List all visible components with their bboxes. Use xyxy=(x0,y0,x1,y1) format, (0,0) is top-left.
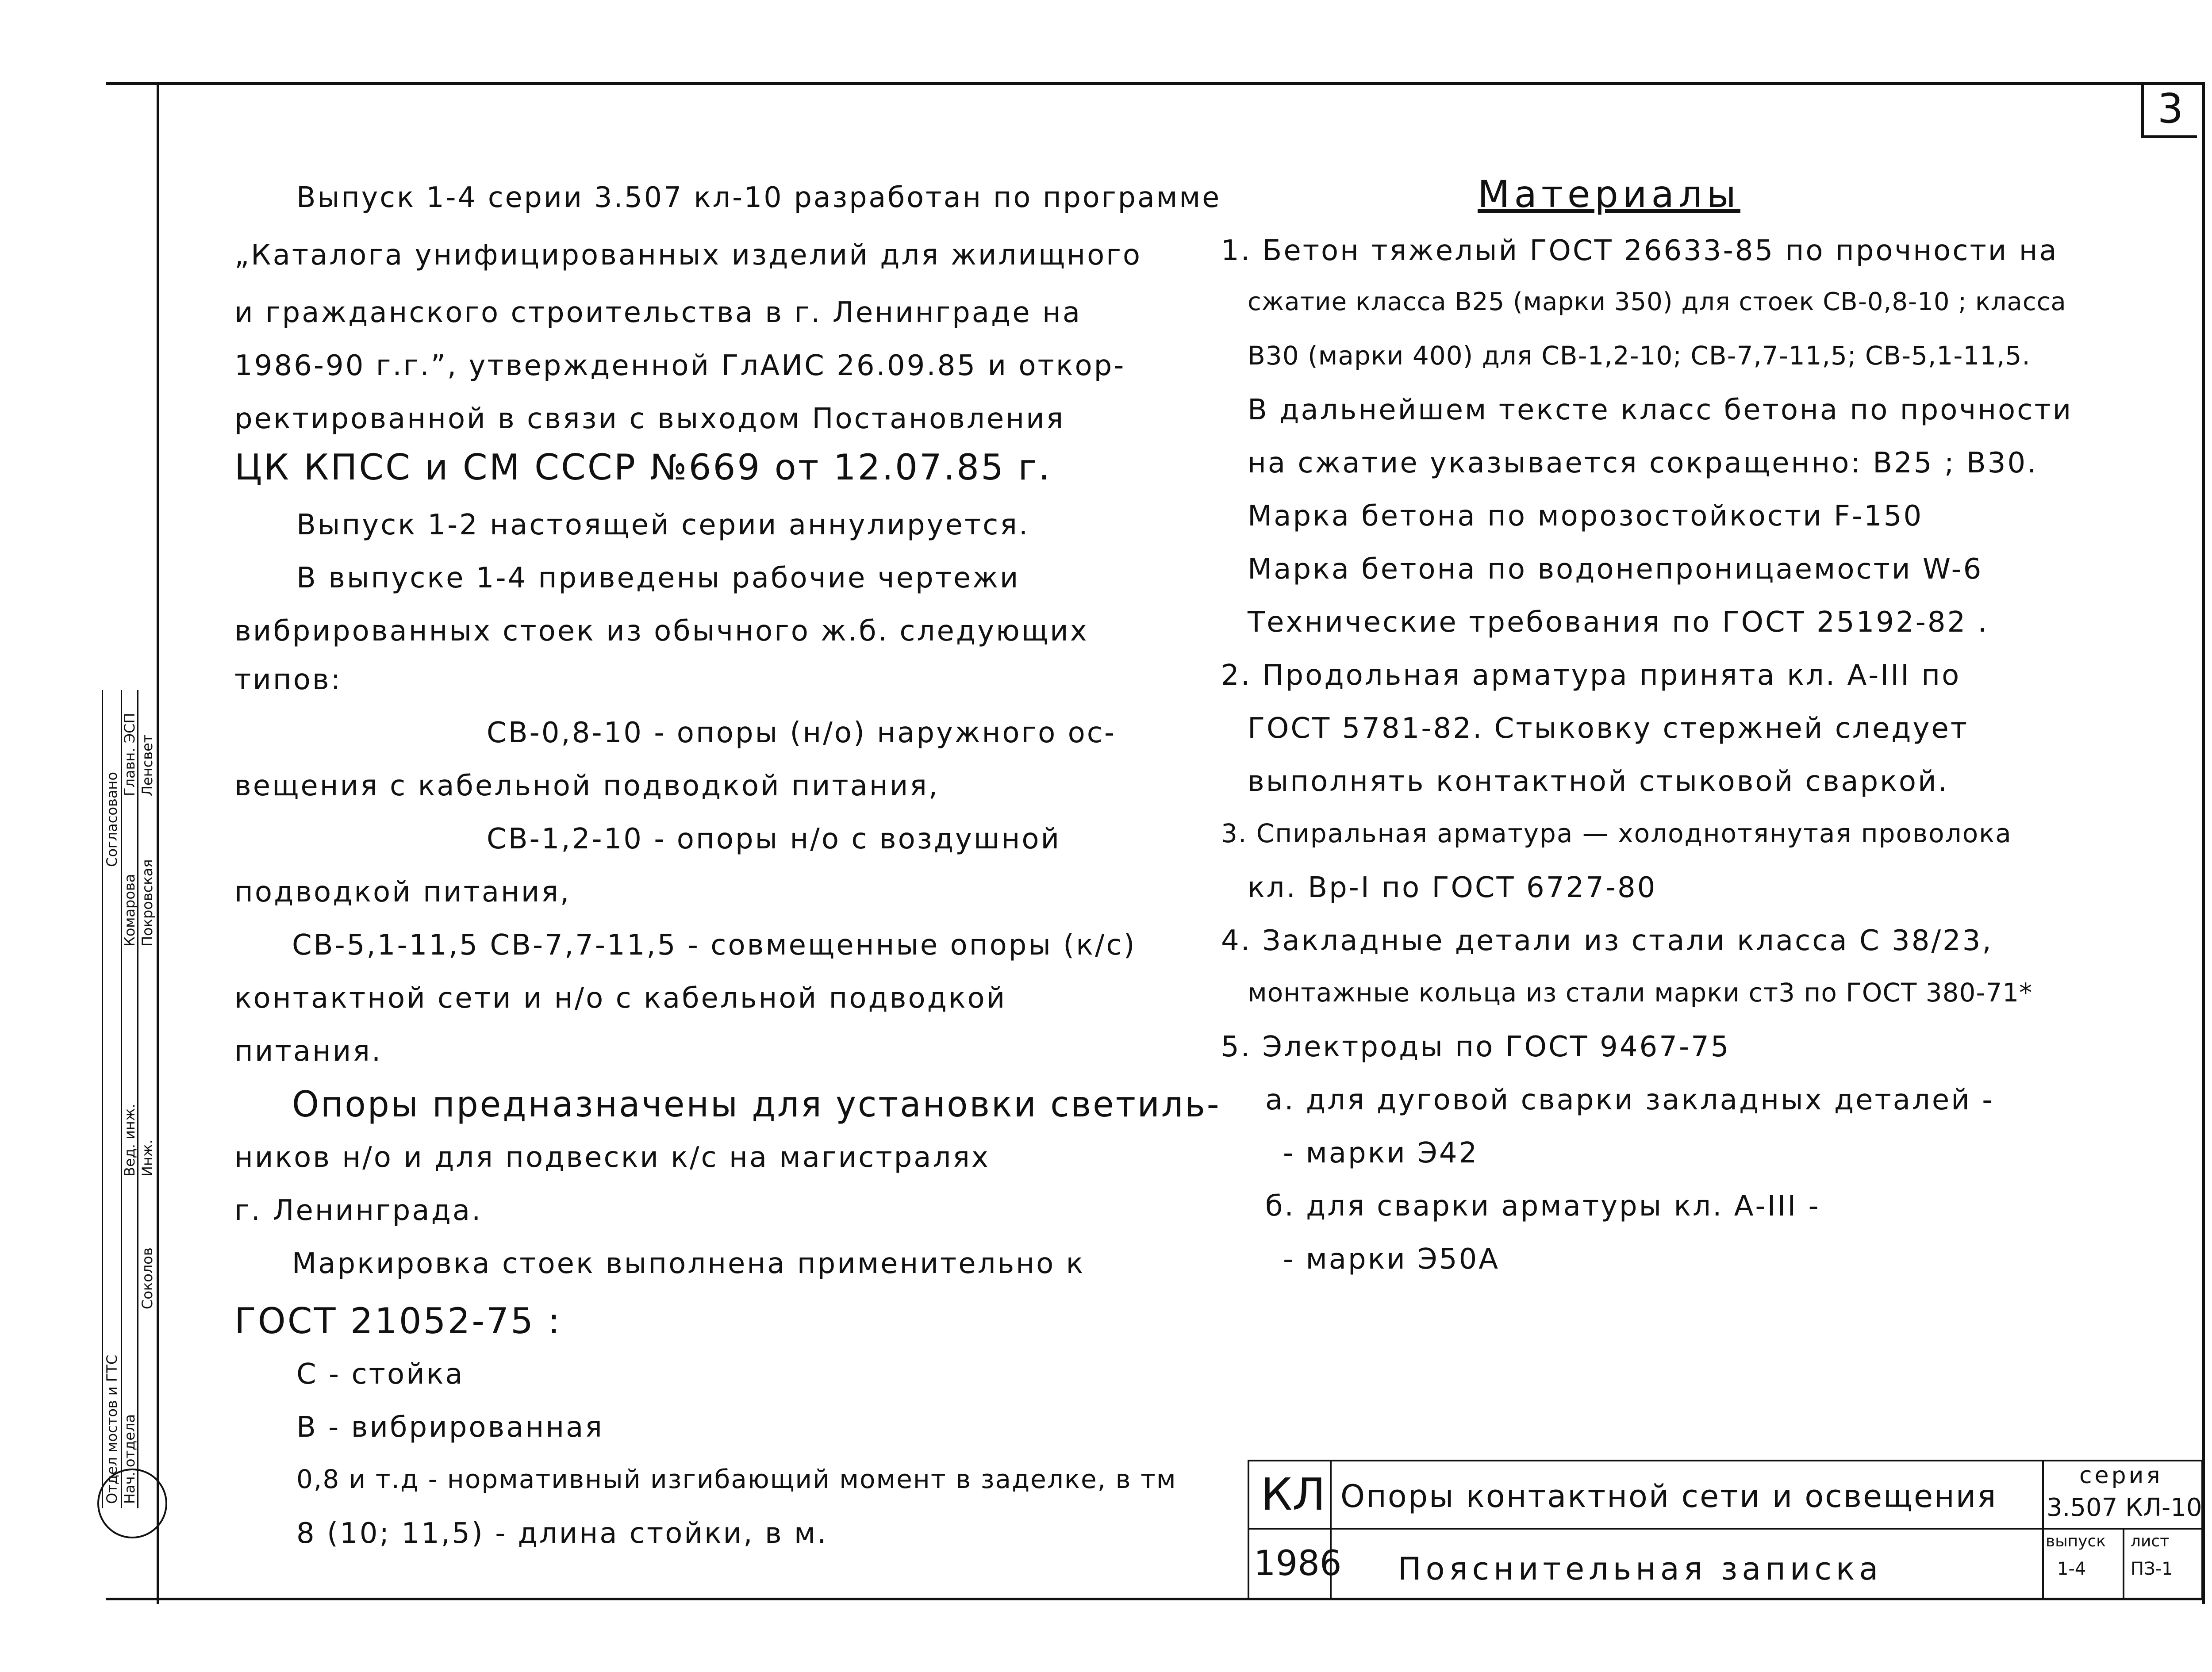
left-line-4: 1986-90 г.г.”, утвержденной ГлАИС 26.09.85 и откор- xyxy=(234,349,1126,382)
sidebar-divider xyxy=(119,690,138,1508)
left-line-16: контактной сети и н/о с кабельной подводкой xyxy=(234,982,1007,1015)
series-label: серия xyxy=(2079,1462,2163,1489)
right-line-19: б. для сварки арматуры кл. А-III - xyxy=(1265,1190,1820,1223)
left-line-7: Выпуск 1-2 настоящей серии аннулируется. xyxy=(296,509,1030,541)
left-line-9: вибрированных стоек из обычного ж.б. следующих xyxy=(234,615,1089,648)
sidebar-text: Согласовано xyxy=(104,772,120,867)
left-line-11: СВ-0,8-10 - опоры (н/о) наружного ос- xyxy=(487,717,1117,749)
right-line-12: 3. Спиральная арматура — холоднотянутая проволока xyxy=(1221,818,2012,848)
series-value: 3.507 КЛ-10 xyxy=(2047,1493,2202,1522)
year: 1986 xyxy=(1254,1544,1342,1584)
left-line-2: „Каталога унифицированных изделий для жилищного xyxy=(234,239,1142,272)
frame-right-line xyxy=(2202,82,2205,1604)
right-line-1: 1. Бетон тяжелый ГОСТ 26633-85 по прочности на xyxy=(1221,234,2058,267)
frame-top-line xyxy=(106,82,2203,85)
left-line-3: и гражданского строительства в г. Ленинграде на xyxy=(234,296,1082,329)
approval-sidebar xyxy=(102,690,159,1508)
left-line-13: СВ-1,2-10 - опоры н/о с воздушной xyxy=(487,823,1061,855)
right-line-16: 5. Электроды по ГОСТ 9467-75 xyxy=(1221,1031,1731,1063)
issue-value: 1-4 xyxy=(2057,1559,2086,1579)
right-line-18: - марки Э42 xyxy=(1283,1137,1479,1170)
sidebar-text: Главн. ЭСП xyxy=(121,713,138,796)
left-line-1: Выпуск 1-4 серии 3.507 кл-10 разработан по программе xyxy=(296,181,1221,214)
right-line-6: Марка бетона по морозостойкости F-150 xyxy=(1248,500,1924,533)
right-line-3: В30 (марки 400) для СВ-1,2-10; СВ-7,7-11,5; СВ-5,1-11,5. xyxy=(1248,341,2031,371)
right-line-10: ГОСТ 5781-82. Стыковку стержней следует xyxy=(1248,712,1969,745)
left-line-10: типов: xyxy=(234,663,342,696)
sidebar-divider xyxy=(137,690,158,1508)
right-line-7: Марка бетона по водонепроницаемости W-6 xyxy=(1248,553,1983,586)
left-line-25: 0,8 и т.д - нормативный изгибающий момент в заделке, в тм xyxy=(296,1464,1177,1494)
left-line-17: питания. xyxy=(234,1035,383,1068)
sidebar-text: Ленсвет xyxy=(139,734,156,796)
right-line-17: а. для дуговой сварки закладных деталей - xyxy=(1265,1084,1994,1116)
right-line-11: выполнять контактной стыковой сваркой. xyxy=(1248,765,1949,798)
right-line-5: на сжатие указывается сокращенно: В25 ; В30. xyxy=(1248,447,2038,479)
page-number: 3 xyxy=(2141,82,2197,138)
right-line-9: 2. Продольная арматура принята кл. А-III по xyxy=(1221,659,1961,692)
materials-heading: Материалы xyxy=(1478,173,1740,216)
sidebar-text: Вед. инж. xyxy=(121,1104,138,1177)
org-code: КЛ xyxy=(1261,1469,1326,1520)
right-line-4: В дальнейшем тексте класс бетона по прочности xyxy=(1248,394,2073,426)
sidebar-text: Покровская xyxy=(139,859,156,947)
right-line-20: - марки Э50А xyxy=(1283,1243,1500,1276)
sidebar-text: Нач. отдела xyxy=(121,1414,138,1504)
left-line-26: 8 (10; 11,5) - длина стойки, в м. xyxy=(296,1517,828,1550)
title-block xyxy=(1248,1460,2203,1599)
issue-label: выпуск xyxy=(2046,1532,2106,1550)
right-line-15: монтажные кольца из стали марки ст3 по ГОСТ 380-71* xyxy=(1248,978,2033,1008)
left-line-15: СВ-5,1-11,5 СВ-7,7-11,5 - совмещенные опоры (к/с) xyxy=(292,929,1137,962)
sidebar-text: Инж. xyxy=(139,1139,156,1177)
left-line-14: подводкой питания, xyxy=(234,876,571,909)
left-line-8: В выпуске 1-4 приведены рабочие чертежи xyxy=(296,562,1020,594)
right-line-8: Технические требования по ГОСТ 25192-82 . xyxy=(1248,606,1989,639)
right-line-14: 4. Закладные детали из стали класса С 38/23, xyxy=(1221,924,1993,957)
sheet-label: лист xyxy=(2131,1532,2170,1550)
left-line-18: Опоры предназначены для установки светиль- xyxy=(292,1084,1221,1125)
left-line-6: ЦК КПСС и СМ СССР №669 от 12.07.85 г. xyxy=(234,447,1052,488)
right-line-13: кл. Вр-I по ГОСТ 6727-80 xyxy=(1248,871,1657,904)
sidebar-text: Соколов xyxy=(139,1247,156,1309)
left-line-20: г. Ленинграда. xyxy=(234,1194,483,1227)
left-line-24: В - вибрированная xyxy=(296,1411,604,1444)
left-line-19: ников н/о и для подвески к/с на магистралях xyxy=(234,1141,990,1174)
right-line-2: сжатие класса В25 (марки 350) для стоек СВ-0,8-10 ; класса xyxy=(1248,288,2066,316)
document-subtitle: Пояснительная записка xyxy=(1398,1551,1883,1587)
left-line-23: С - стойка xyxy=(296,1358,465,1391)
document-title: Опоры контактной сети и освещения xyxy=(1340,1478,1997,1515)
left-line-5: ректированной в связи с выходом Постановления xyxy=(234,403,1065,435)
left-line-21: Маркировка стоек выполнена применительно к xyxy=(292,1247,1085,1280)
sidebar-text: Комарова xyxy=(121,874,138,947)
left-line-22: ГОСТ 21052-75 : xyxy=(234,1300,562,1342)
sheet-value: ПЗ-1 xyxy=(2131,1559,2173,1579)
left-line-12: вещения с кабельной подводкой питания, xyxy=(234,770,940,802)
stamp-mark xyxy=(97,1469,167,1538)
sidebar-text: Отдел мостов и ГТС xyxy=(104,1354,120,1504)
